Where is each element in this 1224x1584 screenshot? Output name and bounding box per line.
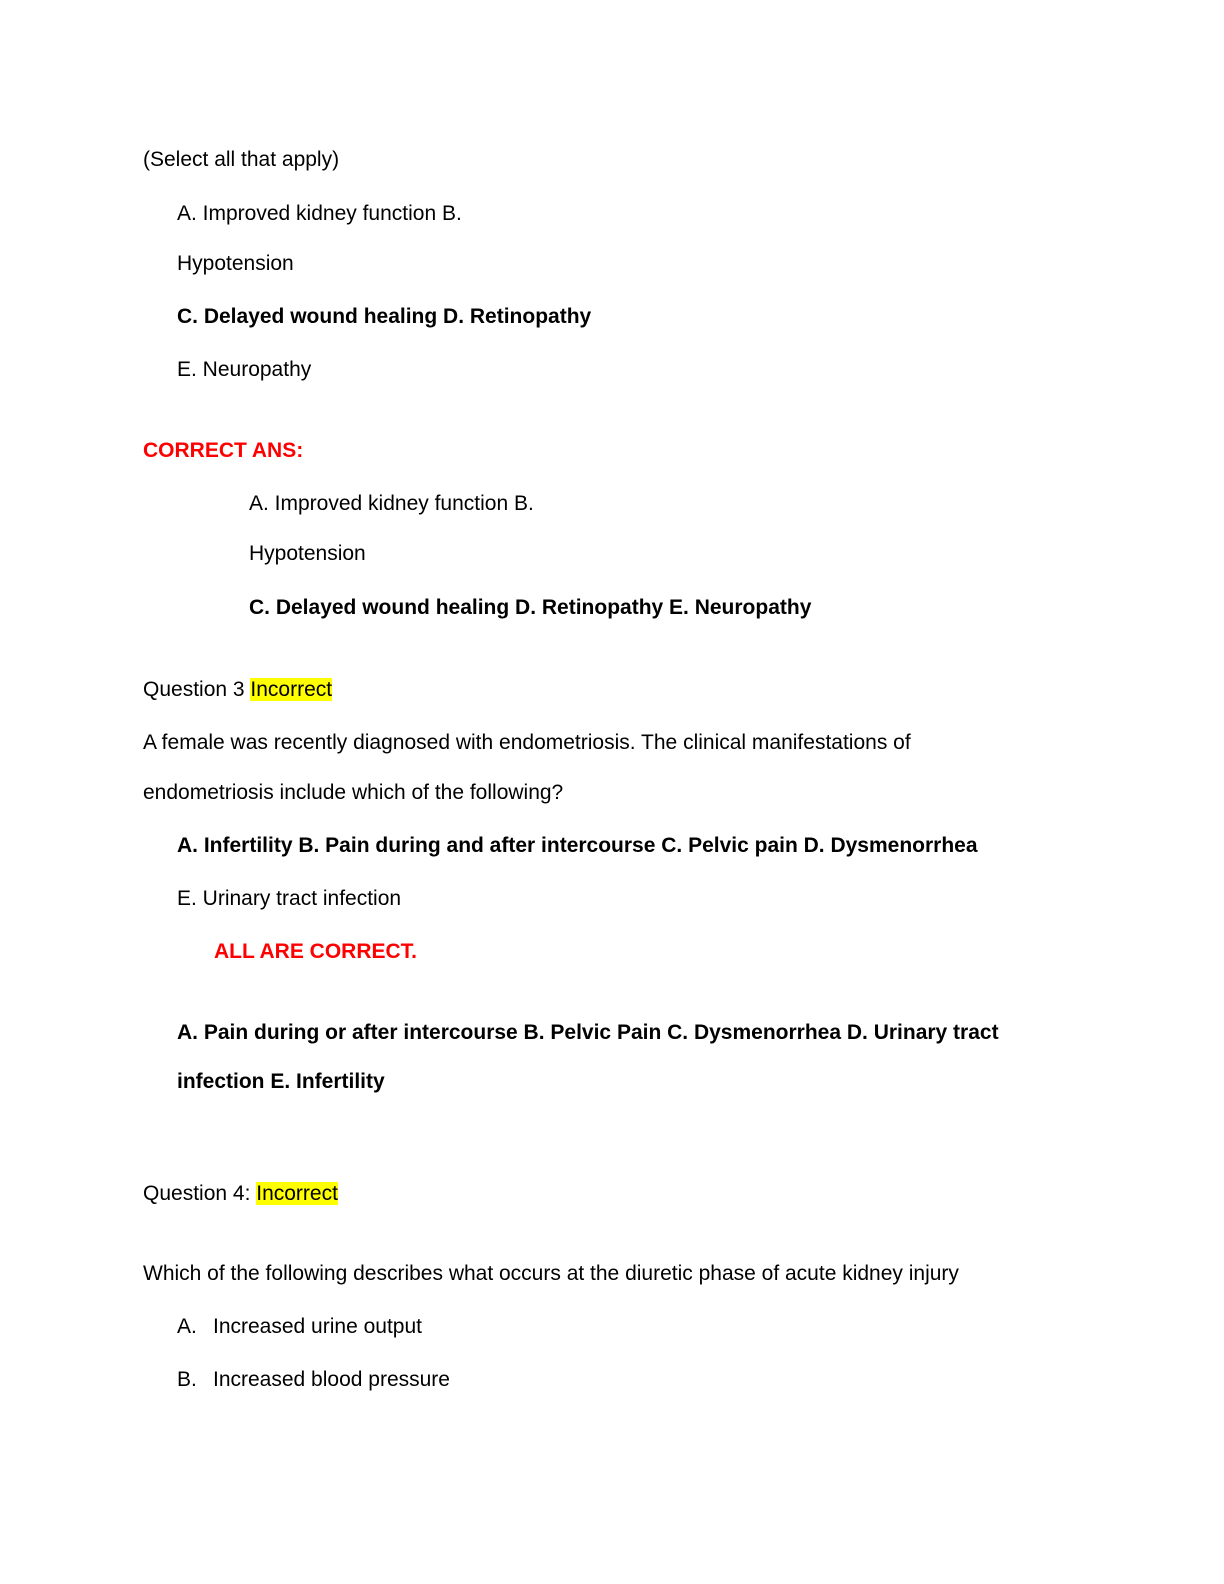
- q2-instruction: (Select all that apply): [143, 148, 340, 171]
- q3-note: ALL ARE CORRECT.: [214, 940, 418, 963]
- q3-option-line-2: E. Urinary tract infection: [177, 887, 402, 910]
- q4-label: Question 4:: [143, 1182, 257, 1205]
- q4-option-a-text: Increased urine output: [213, 1315, 422, 1338]
- q4-heading: [143, 1182, 338, 1206]
- q4-option-b: [0, 1368, 1224, 1392]
- q3-stem-line-2: endometriosis include which of the following?: [143, 781, 564, 804]
- q3-stem-line-1: A female was recently diagnosed with endometriosis. The clinical manifestations of: [143, 731, 911, 754]
- q3-status-badge: Incorrect: [250, 678, 333, 701]
- q2-option-line-2: Hypotension: [177, 252, 294, 275]
- q2-option-line-1: A. Improved kidney function B.: [177, 202, 462, 225]
- q4-option-b-letter: B.: [177, 1368, 197, 1391]
- q2-correct-line-1: A. Improved kidney function B.: [249, 492, 534, 515]
- q2-option-line-4: E. Neuropathy: [177, 358, 312, 381]
- q2-correct-line-2: Hypotension: [249, 542, 366, 565]
- q3-answer-line-2: infection E. Infertility: [177, 1070, 385, 1093]
- q2-option-line-3: C. Delayed wound healing D. Retinopathy: [177, 305, 592, 328]
- q4-option-a-letter: A.: [177, 1315, 197, 1338]
- q3-label: Question 3: [143, 678, 251, 701]
- q3-option-line-1: A. Infertility B. Pain during and after intercourse C. Pelvic pain D. Dysmenorrhea: [177, 834, 978, 857]
- q4-stem: Which of the following describes what occurs at the diuretic phase of acute kidney injury: [143, 1262, 959, 1285]
- q3-answer-line-1: A. Pain during or after intercourse B. Pelvic Pain C. Dysmenorrhea D. Urinary tract: [177, 1021, 999, 1044]
- q2-correct-heading: CORRECT ANS:: [143, 439, 304, 462]
- q4-option-a: [0, 1315, 1224, 1339]
- q2-correct-line-3: C. Delayed wound healing D. Retinopathy E. Neuropathy: [249, 596, 812, 619]
- q3-heading: [143, 678, 332, 702]
- q4-status-badge: Incorrect: [256, 1182, 338, 1205]
- q4-option-b-text: Increased blood pressure: [213, 1368, 450, 1391]
